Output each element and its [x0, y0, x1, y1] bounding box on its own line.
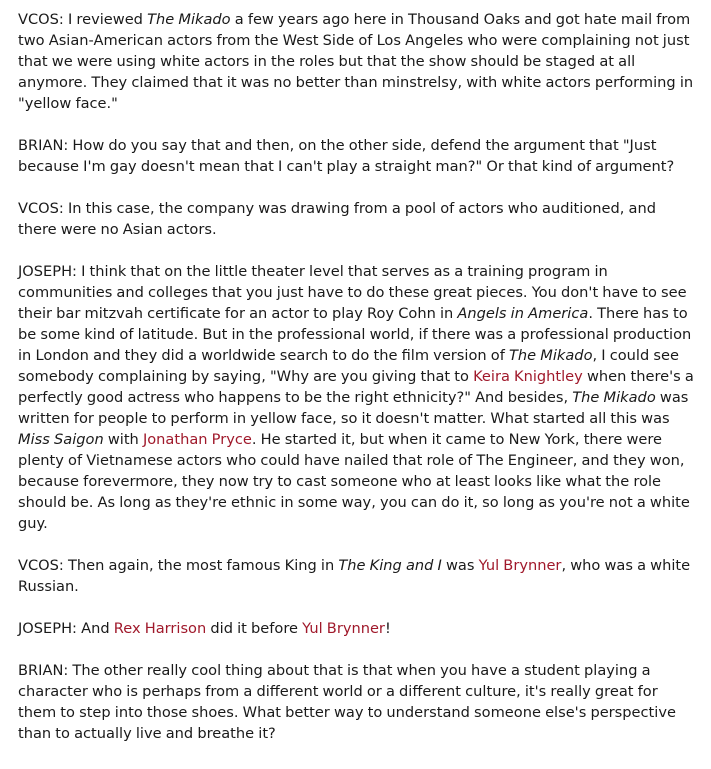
person-link[interactable]: Jonathan Pryce: [142, 431, 252, 448]
speaker-name: VCOS:: [18, 11, 64, 28]
paragraph-text: And: [76, 620, 114, 637]
paragraph-text: . He started it, but when it came to New York, there were plenty of Vietnamese actors who could have nailed that role of The Engineer, and they won, because forevermore, they now try to cast someone who at least looks like what the role should be. As long as they're ethnic in some way, you can do it, so long as you're not a white guy.: [18, 431, 690, 532]
person-link[interactable]: Yul Brynner: [302, 620, 385, 637]
transcript-paragraph: [18, 135, 697, 177]
work-title: The King and I: [338, 557, 442, 574]
speaker-name: JOSEPH:: [18, 620, 77, 637]
paragraph-text: when there's a perfectly good actress who happens to be the right ethnicity?" And besides,: [18, 368, 694, 406]
speaker-name: VCOS:: [18, 200, 64, 217]
transcript-paragraph: [18, 555, 697, 597]
person-link[interactable]: Keira Knightley: [473, 368, 583, 385]
paragraph-text: was: [441, 557, 479, 574]
paragraph-text: , who was a white Russian.: [18, 557, 691, 595]
person-link[interactable]: Rex Harrison: [113, 620, 207, 637]
paragraph-text: !: [384, 620, 391, 637]
work-title: Angels in America: [457, 305, 589, 322]
speaker-name: BRIAN:: [18, 662, 69, 679]
paragraph-text: did it before: [206, 620, 303, 637]
transcript-paragraph: [18, 660, 697, 744]
paragraph-text: How do you say that and then, on the other side, defend the argument that "Just because I'm gay doesn't mean that I can't play a straight man?" Or that kind of argument?: [18, 137, 675, 175]
transcript-paragraph: [18, 261, 697, 534]
work-title: The Mikado: [147, 11, 231, 28]
paragraph-text: a few years ago here in Thousand Oaks and got hate mail from two Asian-American actors from the West Side of Los Angeles who were complaining not just that we were using white actors in the roles but that the show should be staged at all anymore. They claimed that it was no better than minstrelsy, with white actors performing in "yellow face.": [18, 11, 694, 112]
speaker-name: JOSEPH:: [18, 263, 77, 280]
work-title: The Mikado: [572, 389, 656, 406]
paragraph-text: . There has to be some kind of latitude. But in the professional world, if there was a professional production in London and they did a worldwide search to do the film version of: [18, 305, 692, 364]
work-title: Miss Saigon: [18, 431, 104, 448]
transcript-paragraph: [18, 198, 697, 240]
paragraph-text: with: [103, 431, 143, 448]
work-title: The Mikado: [508, 347, 593, 364]
paragraph-text: The other really cool thing about that is that when you have a student playing a character who is perhaps from a different world or a different culture, it's really great for them to step into those shoes. What better way to understand someone else's perspective than to actually live and breathe it?: [18, 662, 676, 742]
speaker-name: BRIAN:: [18, 137, 69, 154]
paragraph-text: I reviewed: [63, 11, 148, 28]
transcript-paragraph: [18, 9, 697, 114]
paragraph-text: I think that on the little theater level that serves as a training program in communities and colleges that you just have to do these great pieces. You don't have to see their bar mitzvah certificate for an actor to play Roy Cohn in: [18, 263, 687, 322]
paragraph-text: was written for people to perform in yellow face, so it doesn't matter. What started all this was: [18, 389, 689, 427]
transcript-paragraph: [18, 618, 697, 639]
speaker-name: VCOS:: [18, 557, 64, 574]
paragraph-text: , I could see somebody complaining by saying, "Why are you giving that to: [18, 347, 679, 385]
paragraph-text: In this case, the company was drawing from a pool of actors who auditioned, and there were no Asian actors.: [18, 200, 656, 238]
paragraph-text: Then again, the most famous King in: [63, 557, 339, 574]
person-link[interactable]: Yul Brynner: [478, 557, 562, 574]
